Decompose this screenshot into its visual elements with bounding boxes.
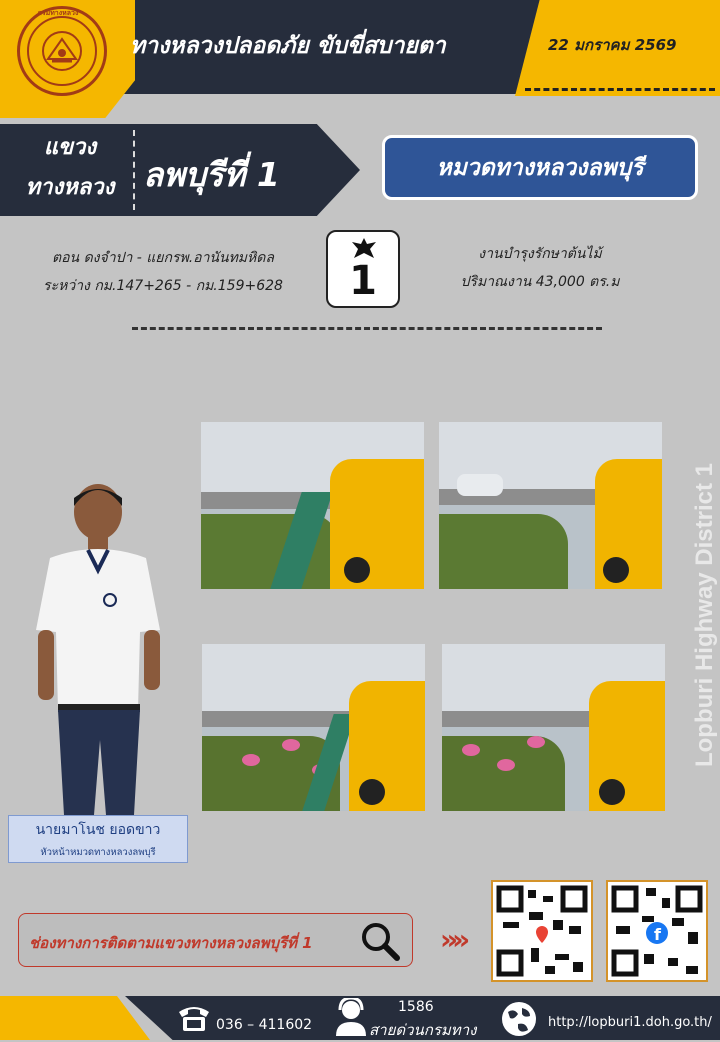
person-title: หัวหน้าหมวดทางหลวงลพบุรี: [40, 847, 156, 858]
header-date: 22 มกราคม 2569: [548, 36, 677, 54]
footer-website[interactable]: http://lopburi1.doh.go.th/: [548, 1015, 712, 1030]
person-name: นายมาโนช ยอดขาว: [35, 822, 161, 838]
person-photo: [30, 480, 180, 815]
header-dash-divider: [525, 88, 715, 91]
district-watermark: [690, 420, 720, 810]
qr-code-map[interactable]: [491, 880, 593, 982]
logo-emblem: [27, 16, 97, 86]
svg-text:f: f: [654, 925, 661, 944]
person-caption: [8, 815, 188, 863]
globe-icon: [500, 1000, 538, 1038]
footer-hotline-number[interactable]: 1586: [398, 999, 434, 1015]
footer-yellow: [0, 996, 150, 1040]
garuda-icon: [350, 236, 378, 260]
search-icon: [359, 920, 401, 962]
work-line2: ปริมาณงาน 43,000 ตร.ม: [460, 274, 620, 290]
logo-label: กรมทางหลวง: [37, 9, 79, 17]
footer-phone[interactable]: 036 – 411602: [216, 1017, 313, 1033]
footer-hotline-label: สายด่วนกรมทาง: [369, 1021, 477, 1039]
department-logo: [17, 6, 107, 96]
district-label-line2: ทางหลวง: [25, 175, 115, 200]
district-divider: [133, 130, 135, 210]
watermark-text: Lopburi Highway District 1: [691, 462, 718, 768]
work-photo-2: [439, 422, 662, 589]
qr-map-pattern: [493, 882, 591, 980]
follow-text: ช่องทางการติดตามแขวงทางหลวงลพบุรีที่ 1: [29, 934, 313, 952]
section-dash-divider: [132, 327, 602, 330]
district-label-line1: แขวง: [43, 135, 97, 160]
route-shield: [326, 230, 400, 308]
arrows-icon: »»: [440, 923, 465, 956]
segment-line2: ระหว่าง กม.147+265 - กม.159+628: [43, 278, 283, 294]
unit-name-box: [382, 135, 698, 200]
qr-facebook-pattern: [608, 882, 706, 980]
work-photo-3: [202, 644, 425, 811]
segment-line1: ตอน ดงจำปา - แยกรพ.อานันทมหิดล: [52, 250, 274, 266]
logo-wheel-icon: [40, 29, 84, 73]
hotline-agent-icon: [334, 998, 368, 1036]
header-slogan: ทางหลวงปลอดภัย ขับขี่สบายตา: [130, 33, 446, 59]
district-label: [10, 128, 130, 208]
follow-channel-box[interactable]: [18, 913, 413, 967]
district-name: ลพบุรีที่ 1: [143, 155, 280, 194]
segment-info: [18, 244, 308, 300]
work-photo-4: [442, 644, 665, 811]
work-line1: งานบำรุงรักษาต้นไม้: [478, 246, 602, 262]
route-number: 1: [349, 258, 377, 304]
unit-name: หมวดทางหลวงลพบุรี: [436, 154, 644, 181]
qr-code-facebook[interactable]: [606, 880, 708, 982]
phone-icon: [176, 1002, 212, 1032]
work-photo-1: [201, 422, 424, 589]
work-info: [420, 240, 660, 296]
